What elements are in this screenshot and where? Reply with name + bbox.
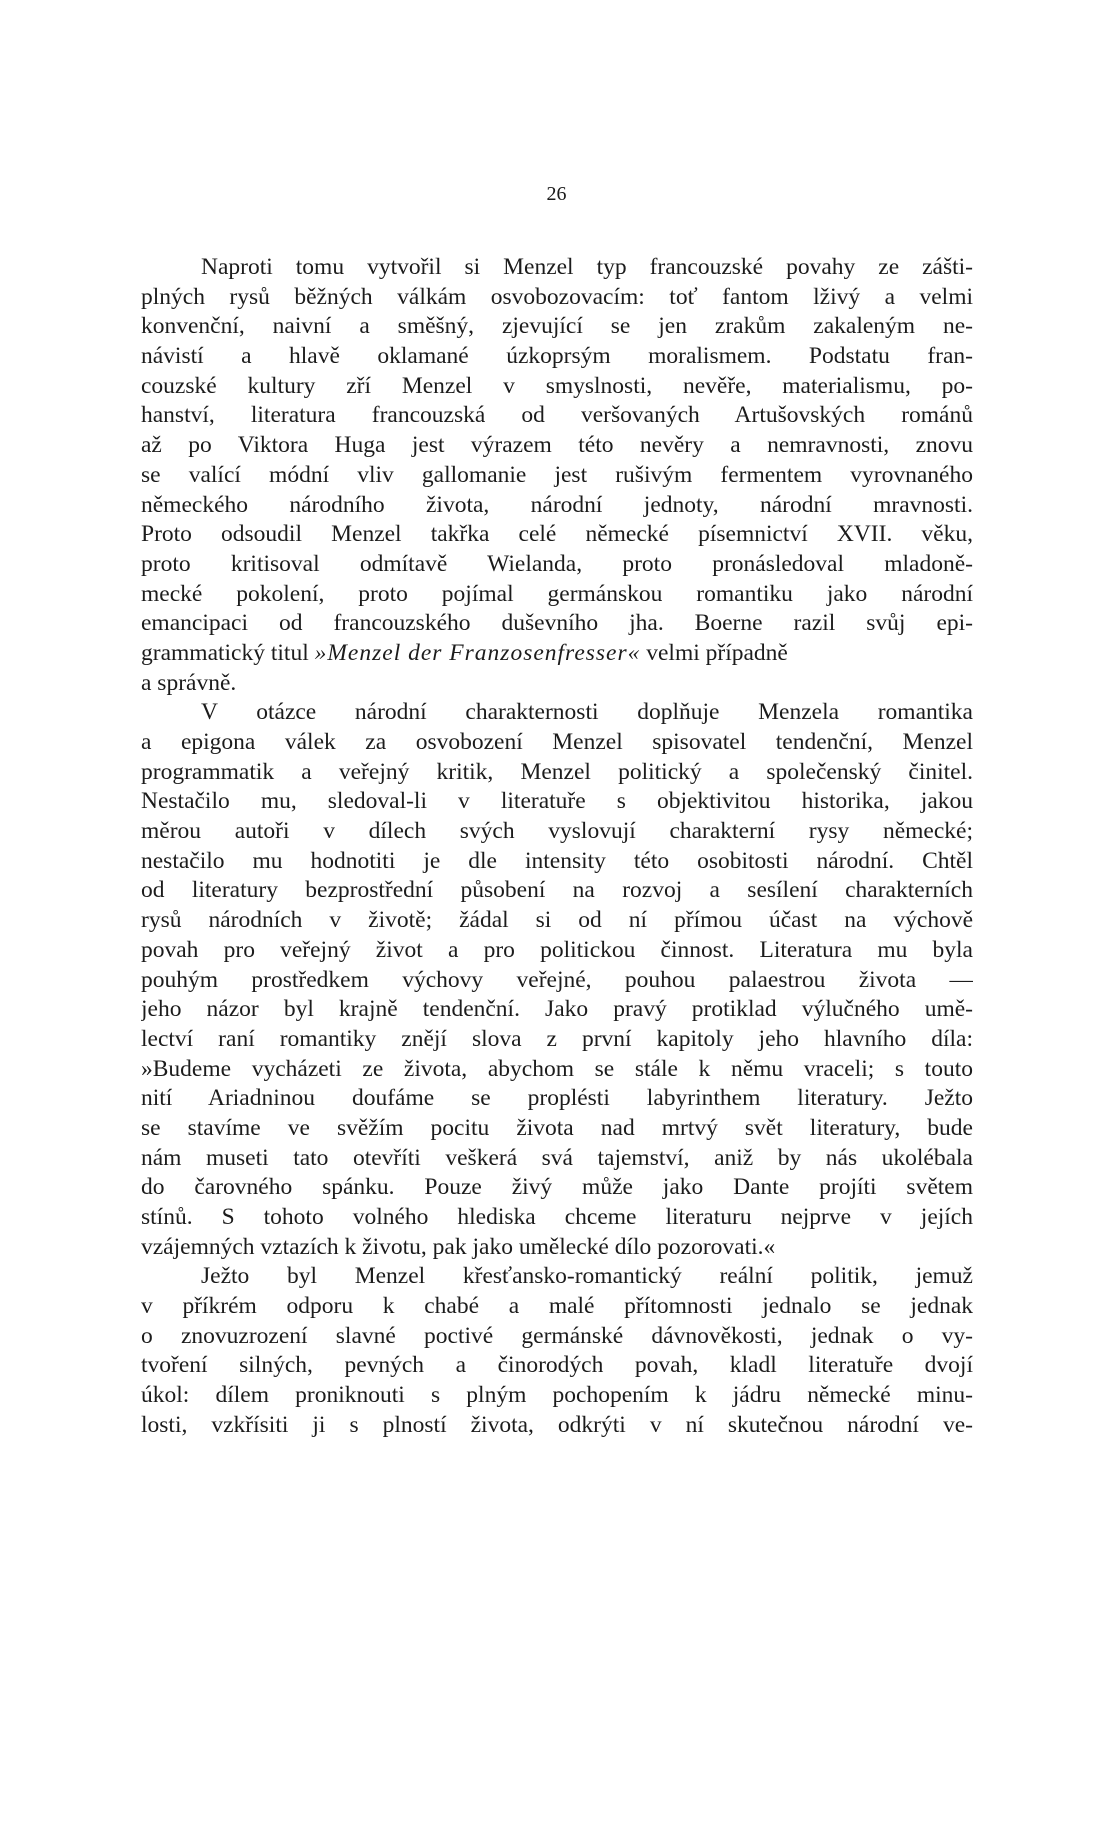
text-line: až po Viktora Huga jest výrazem této nevěry a nemravnosti, znovu <box>141 432 973 459</box>
text-line: programmatik a veřejný kritik, Menzel politický a společenský činitel. <box>141 758 973 785</box>
text-line: nestačilo mu hodnotiti je dle intensity této osobitosti národní. Chtěl <box>141 847 973 874</box>
text-line: vzájemných vztazích k životu, pak jako umělecké dílo pozorovati.« <box>141 1233 776 1260</box>
text-line: Naproti tomu vytvořil si Menzel typ francouzské povahy ze zášti- <box>201 254 973 280</box>
line-fit-wrapper <box>141 639 788 669</box>
text-line: měrou autoři v dílech svých vyslovují charakterní rysy německé; <box>141 818 973 845</box>
text-line: v příkrém odporu k chabé a malé přítomnosti jednalo se jednak <box>141 1293 973 1320</box>
text-line: se valící módní vliv gallomanie jest rušivým fermentem vyrovnaného <box>141 461 973 488</box>
text-line-with-title <box>141 639 973 669</box>
text-line: od literatury bezprostřední působení na rozvoj a sesílení charakterních <box>141 877 973 904</box>
text-line: pouhým prostředkem výchovy veřejné, pouhou palaestrou života — <box>141 966 973 993</box>
text-line: do čarovného spánku. Pouze živý může jako Dante projíti světem <box>141 1174 973 1201</box>
text-line: V otázce národní charakternosti doplňuje Menzela romantika <box>201 699 973 726</box>
text-line: povah pro veřejný život a pro politickou činnost. Literatura mu byla <box>141 936 973 963</box>
text-line: stínů. S tohoto volného hlediska chceme literaturu nejprve v jejích <box>141 1204 973 1230</box>
text-line: nám museti tato otevříti veškerá svá tajemství, aniž by nás ukolébala <box>141 1144 973 1171</box>
text-line: německého národního života, národní jednoty, národní mravnosti. <box>141 491 973 518</box>
body-text <box>141 253 973 1441</box>
text-line: rysů národních v životě; žádal si od ní přímou účast na výchově <box>141 907 973 934</box>
text-fragment: velmi případně <box>646 639 788 666</box>
text-line: hanství, literatura francouzská od veršovaných Artušovských románů <box>141 402 973 429</box>
italic-book-title: »Menzel der Franzosenfresser« <box>314 639 641 666</box>
text-line: a správně. <box>141 669 237 696</box>
text-line: Proto odsoudil Menzel takřka celé německé písemnictví XVII. věku, <box>141 521 973 548</box>
text-line: couzské kultury zří Menzel v smyslnosti, nevěře, materialismu, po- <box>141 372 973 399</box>
text-line: emancipaci od francouzského duševního jha. Boerne razil svůj epi- <box>141 610 973 637</box>
text-line: proto kritisoval odmítavě Wielanda, proto pronásledoval mladoně- <box>141 550 973 577</box>
text-fragment: grammatický titul <box>141 639 309 666</box>
text-line: Ježto byl Menzel křesťansko-romantický reální politik, jemuž <box>201 1263 973 1290</box>
text-line: plných rysů běžných válkám osvobozovacím: toť fantom lživý a velmi <box>141 283 973 310</box>
text-line: mecké pokolení, proto pojímal germánskou romantiku jako národní <box>141 580 973 607</box>
text-line: konvenční, naivní a směšný, zjevující se jen zrakům zakaleným ne- <box>141 313 973 340</box>
text-line: losti, vzkřísiti ji s plností života, odkrýti v ní skutečnou národní ve- <box>141 1411 973 1438</box>
text-line: »Budeme vycházeti ze života, abychom se stále k němu vraceli; s touto <box>141 1055 973 1082</box>
text-line: lectví raní romantiky znějí slova z první kapitoly jeho hlavního díla: <box>141 1025 973 1052</box>
text-line: Nestačilo mu, sledoval-li v literatuře s objektivitou historika, jakou <box>141 788 973 815</box>
text-line: návistí a hlavě oklamané úzkoprsým moralismem. Podstatu fran- <box>141 343 973 370</box>
text-line: úkol: dílem proniknouti s plným pochopením k jádru německé minu- <box>141 1382 973 1409</box>
text-line: o znovuzrození slavné poctivé germánské dávnověkosti, jednak o vy- <box>141 1322 973 1349</box>
text-line: a epigona válek za osvobození Menzel spisovatel tendenční, Menzel <box>141 729 973 755</box>
text-line: tvoření silných, pevných a činorodých povah, kladl literatuře dvojí <box>141 1352 973 1379</box>
text-line: se stavíme ve svěžím pocitu života nad mrtvý svět literatury, bude <box>141 1114 973 1141</box>
text-line: nití Ariadninou doufáme se proplésti labyrinthem literatury. Ježto <box>141 1085 973 1112</box>
text-line: jeho názor byl krajně tendenční. Jako pravý protiklad výlučného umě- <box>141 996 973 1023</box>
page-number: 26 <box>546 183 567 205</box>
